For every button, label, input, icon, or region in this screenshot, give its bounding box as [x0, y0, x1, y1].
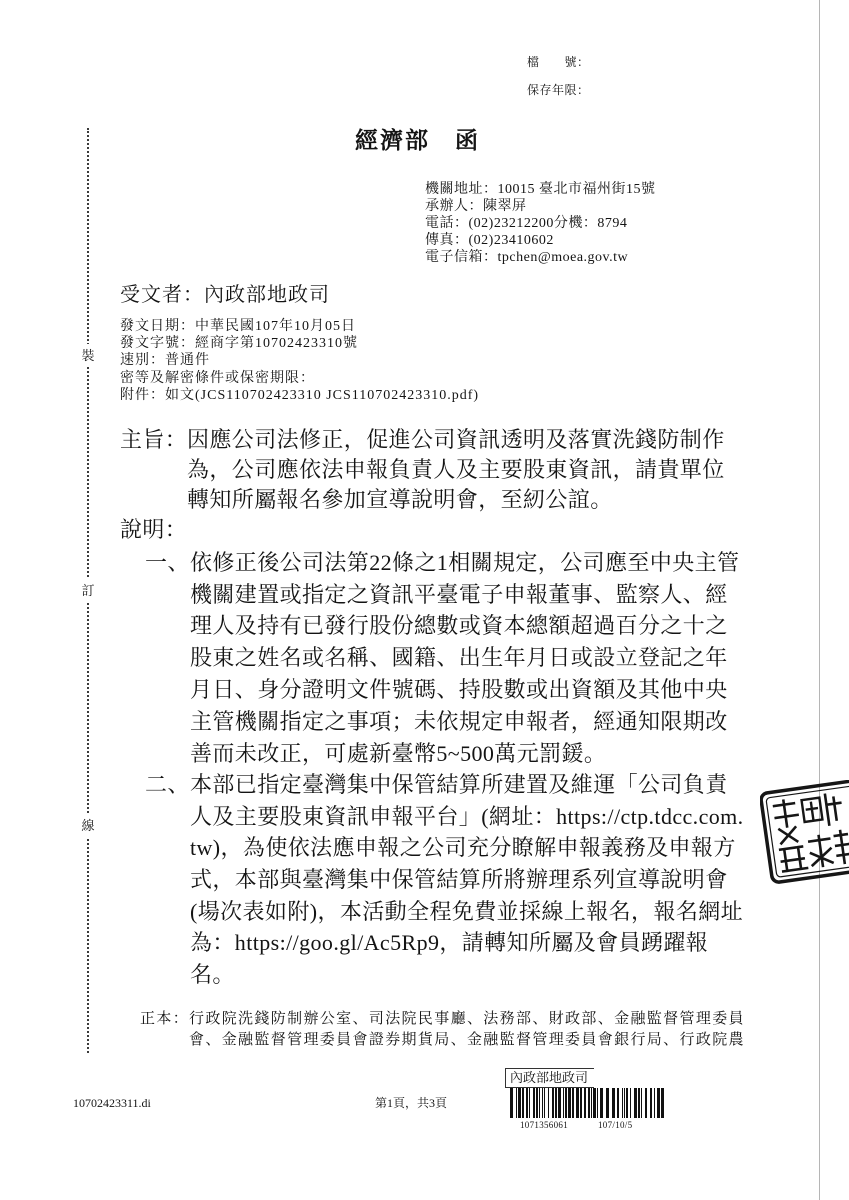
explanation-item-number: 一、 [145, 550, 190, 575]
barcode-bar [600, 1088, 603, 1118]
barcode-bar [650, 1088, 652, 1118]
copies-line: 行政院洗錢防制辦公室、司法院民事廳、法務部、財政部、金融監督管理委員 [189, 1011, 745, 1027]
barcode-bar [580, 1088, 582, 1118]
barcode-bar [606, 1088, 609, 1118]
barcode-bar [591, 1088, 592, 1118]
binding-mark: 訂 [80, 579, 96, 602]
barcode-bar [565, 1088, 567, 1118]
explanation-item-1-line: 主管機關指定之事項；未依規定申報者，經通知限期改 [190, 709, 728, 734]
binding-mark: 線 [80, 814, 96, 837]
explanation-item-1-line: 股東之姓名或名稱、國籍、出生年月日或設立登記之年 [190, 645, 728, 670]
barcode-bar [654, 1088, 655, 1118]
dispatch-info [120, 318, 479, 404]
explanation-item-1-line: 機關建置或指定之資訊平臺電子申報董事、監察人、經 [190, 582, 728, 607]
barcode-bar [510, 1088, 513, 1118]
dispatch-attachment: 附件：如文(JCS110702423310 JCS110702423310.pdf) [120, 387, 480, 403]
explanation-label: 說明： [120, 517, 188, 542]
agency-info [425, 181, 656, 266]
explanation-item-1-line: 依修正後公司法第22條之1相關規定，公司應至中央主管 [190, 550, 740, 575]
barcode-bar [588, 1088, 590, 1118]
barcode-bar [626, 1088, 628, 1118]
barcode-bar [661, 1088, 664, 1118]
barcode-bar [536, 1088, 538, 1118]
binding-mark: 裝 [80, 344, 96, 367]
explanation-item-1-line: 善而未改正，可處新臺幣5~500萬元罰鍰。 [190, 741, 607, 766]
barcode-bar [552, 1088, 554, 1118]
agency-fax: 傳真：(02)23410602 [425, 233, 554, 248]
subject-line: 轉知所屬報名參加宣導說明會，至紉公誼。 [187, 487, 613, 512]
agency-officer: 承辦人：陳翠屏 [425, 199, 527, 214]
file-number-label: 檔 號： [527, 55, 590, 69]
barcode-bar [612, 1088, 615, 1118]
barcode-bar [645, 1088, 647, 1118]
barcode-bar [641, 1088, 642, 1118]
barcode-bar [568, 1088, 571, 1118]
dispatch-reference-no: 發文字號：經商字第10702423310號 [120, 336, 358, 352]
copies-label: 正本： [140, 1011, 190, 1027]
barcode-bar [522, 1088, 524, 1118]
explanation-item-2-line: 本部已指定臺灣集中保管結算所建置及維運「公司負責 [190, 772, 728, 797]
barcode-bar [542, 1088, 543, 1118]
barcode-bar [638, 1088, 640, 1118]
barcode-bar [572, 1088, 574, 1118]
explanation-item-2-line: 人及主要股東資訊申報平台」(網址：https://ctp.tdcc.com. [190, 804, 744, 829]
barcode-bar [597, 1088, 598, 1118]
document-title: 經濟部 函 [355, 128, 480, 153]
barcode-bar [622, 1088, 623, 1118]
dispatch-date: 發文日期：中華民國107年10月05日 [120, 319, 356, 334]
explanation-item-1-line: 月日、身分證明文件號碼、持股數或出資額及其他中央 [190, 677, 728, 702]
explanation-item-2-line: 式，本部與臺灣集中保管結算所將辦理系列宣導說明會 [190, 867, 728, 892]
explanation-item-2-line: (場次表如附)，本活動全程免費並採線上報名，報名網址 [190, 899, 744, 924]
explanation-item-2-line: tw)，為使依法應申報之公司充分瞭解申報義務及申報方 [190, 835, 736, 860]
barcode-bar [624, 1088, 625, 1118]
agency-phone: 電話：(02)23212200分機：8794 [425, 216, 628, 231]
explanation-item-1-line: 理人及持有已發行股份總數或資本總額超過百分之十之 [190, 613, 728, 638]
barcode-bar [526, 1088, 528, 1118]
seal-stamp [760, 780, 849, 885]
barcode [510, 1088, 665, 1118]
barcode-bar [593, 1088, 596, 1118]
explanation-item-number: 二、 [145, 772, 190, 797]
barcode-bar [584, 1088, 586, 1118]
receipt-serial-number: 1071356061 [520, 1120, 568, 1130]
barcode-bar [544, 1088, 545, 1118]
retention-period-label: 保存年限： [527, 83, 590, 97]
barcode-bar [563, 1088, 564, 1118]
receipt-stamp-office: 內政部地政司 [510, 1070, 589, 1085]
subject-line: 因應公司法修正，促進公司資訊透明及落實洗錢防制作 [187, 427, 725, 452]
barcode-bar [617, 1088, 619, 1118]
explanation-item-2-line: 為：https://goo.gl/Ac5Rp9，請轉知所屬及會員踴躍報 [190, 930, 709, 955]
barcode-bar [539, 1088, 540, 1118]
barcode-bar [630, 1088, 631, 1118]
barcode-bar [533, 1088, 535, 1118]
barcode-bar [558, 1088, 561, 1118]
recipient: 受文者：內政部地政司 [120, 284, 330, 306]
receipt-date: 107/10/5 [598, 1120, 633, 1130]
copies-line: 會、金融監督管理委員會證券期貨局、金融監督管理委員會銀行局、行政院農 [189, 1032, 745, 1048]
subject-line: 為，公司應依法申報負責人及主要股東資訊，請貴單位 [187, 457, 725, 482]
agency-email: 電子信箱：tpchen@moea.gov.tw [425, 250, 629, 265]
barcode-bar [576, 1088, 579, 1118]
document-file-name: 10702423311.di [73, 1096, 151, 1110]
barcode-bar [516, 1088, 517, 1118]
dispatch-classification: 密等及解密條件或保密期限： [120, 370, 315, 386]
page-info: 第1頁，共3頁 [375, 1096, 448, 1110]
barcode-bar [548, 1088, 549, 1118]
explanation-item-2-line: 名。 [190, 962, 235, 987]
scan-edge-line [819, 0, 820, 1200]
barcode-bar [555, 1088, 557, 1118]
barcode-bar [634, 1088, 637, 1118]
barcode-bar [657, 1088, 660, 1118]
dispatch-priority: 速別：普通件 [120, 353, 210, 369]
subject-label: 主旨： [120, 427, 188, 452]
barcode-bar [529, 1088, 530, 1118]
agency-address: 機關地址：10015 臺北市福州街15號 [425, 182, 656, 197]
barcode-bar [518, 1088, 521, 1118]
